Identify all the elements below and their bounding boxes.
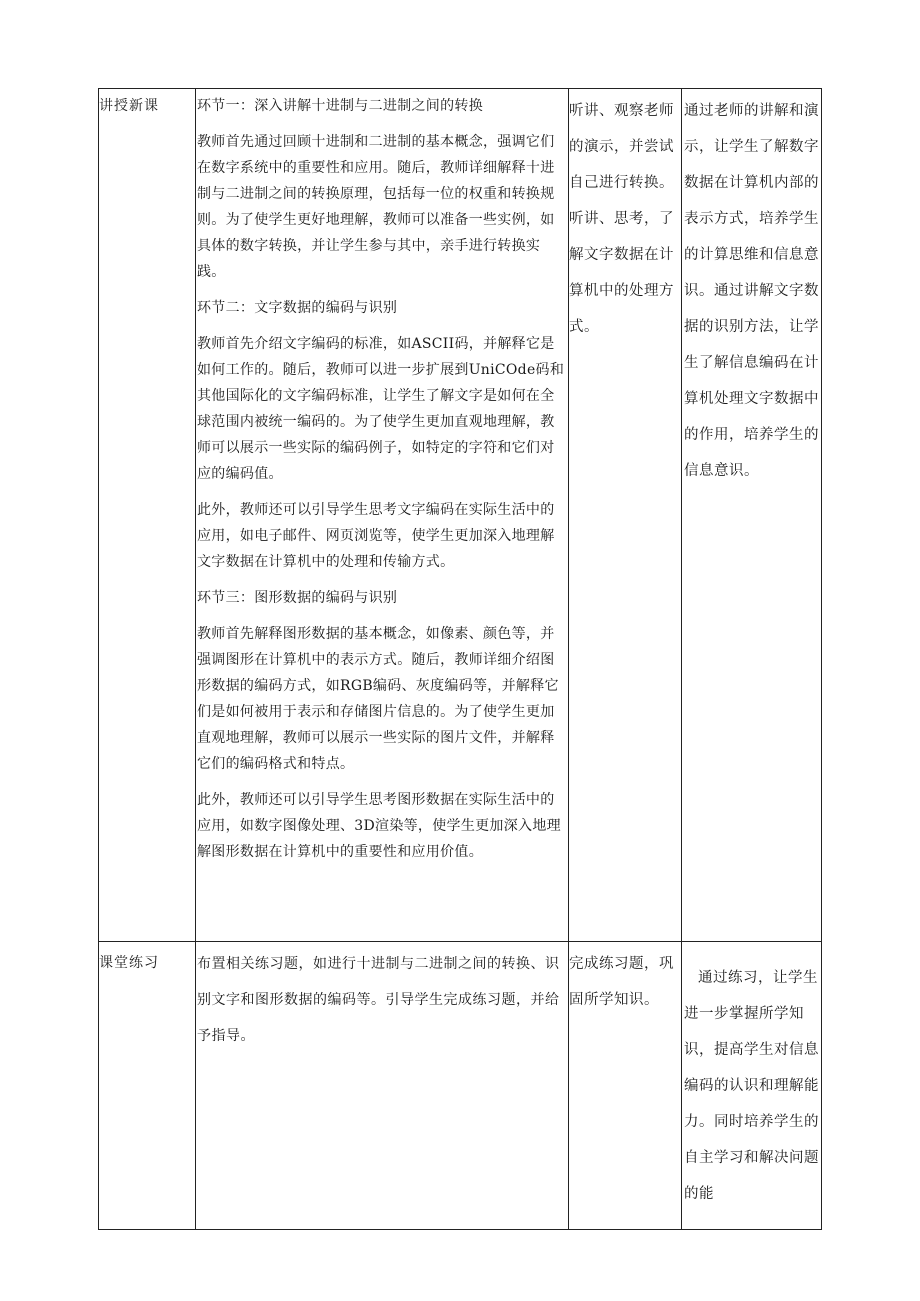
stage-label: 课堂练习 [99,955,159,971]
stage-cell [99,89,196,942]
design-intent-text: 通过练习，让学生进一步掌握所学知识，提高学生对信息编码的认识和理解能力。同时培养学生的自主学习和解决问题的能 [684,970,819,1202]
teacher-activity-cell [196,942,569,1230]
section-body: 此外，教师还可以引导学生思考图形数据在实际生活中的应用，如数字图像处理、3D渲染等，使学生更加深入地理解图形数据在计算机中的重要性和应用价值。 [197,792,561,860]
table-row [99,89,822,942]
section-title: 环节二：文字数据的编码与识别 [197,300,398,316]
section-body: 教师首先通过回顾十进制和二进制的基本概念，强调它们在数字系统中的重要性和应用。随后，教师详细解释十进制与二进制之间的转换原理，包括每一位的权重和转换规则。为了使学生更好地理解，教师可以准备一些实例，如具体的数字转换，并让学生参与其中，亲手进行转换实践。 [197,134,555,280]
student-activity-cell [569,942,682,1230]
table-row [99,942,822,1230]
section-body: 教师首先解释图形数据的基本概念，如像素、颜色等，并强调图形在计算机中的表示方式。随后，教师详细介绍图形数据的编码方式，如RGB编码、灰度编码等，并解释它们是如何被用于表示和存储图片信息的。为了使学生更加直观地理解，教师可以展示一些实际的图片文件，并解释它们的编码格式和特点。 [197,626,559,772]
lesson-plan-table [98,88,822,1230]
exercise-text: 布置相关练习题，如进行十进制与二进制之间的转换、识别文字和图形数据的编码等。引导学生完成练习题，并给予指导。 [197,956,560,1044]
design-intent-text: 通过老师的讲解和演示，让学生了解数字数据在计算机内部的表示方式，培养学生的计算思维和信息意识。通过讲解文字数据的识别方法，让学生了解信息编码在计算机处理文字数据中的作用，培养学生的信息意识。 [684,103,819,479]
student-activity-cell [569,89,682,942]
design-intent-cell [682,942,822,1230]
section-body: 此外，教师还可以引导学生思考文字编码在实际生活中的应用，如电子邮件、网页浏览等，使学生更加深入地理解文字数据在计算机中的处理和传输方式。 [197,502,555,570]
section-title: 环节一：深入讲解十进制与二进制之间的转换 [197,98,483,114]
student-activity-text: 完成练习题，巩固所学知识。 [569,956,674,1008]
stage-cell [99,942,196,1230]
section-body: 教师首先介绍文字编码的标准，如ASCII码，并解释它是如何工作的。随后，教师可以进一步扩展到UniCOde码和其他国际化的文字编码标准，让学生了解文字是如何在全球范围内被统一编码的。为了使学生更加直观地理解，教师可以展示一些实际的编码例子，如特定的字符和它们对应的编码值。 [197,336,565,482]
student-activity-text: 听讲、观察老师的演示，并尝试自己进行转换。听讲、思考，了解文字数据在计算机中的处理方式。 [569,103,674,335]
stage-label: 讲授新课 [99,98,159,114]
teacher-activity-cell [196,89,569,942]
design-intent-cell [682,89,822,942]
section-title: 环节三：图形数据的编码与识别 [197,590,398,606]
